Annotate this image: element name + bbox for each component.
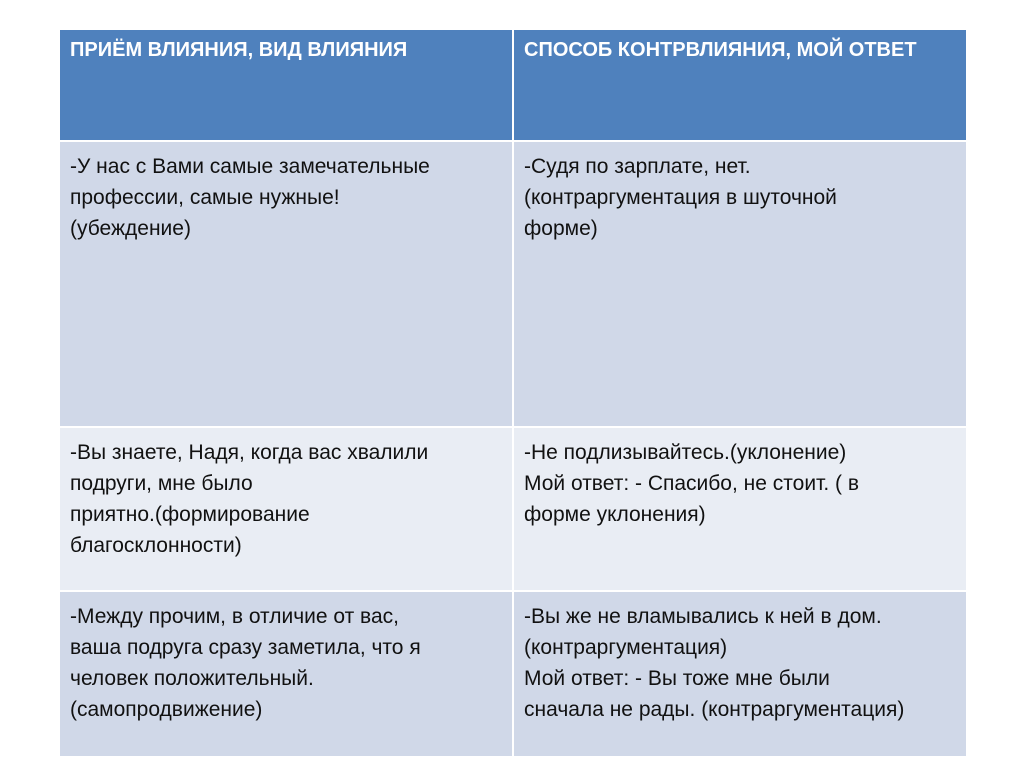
header-response: СПОСОБ КОНТРВЛИЯНИЯ, МОЙ ОТВЕТ — [513, 29, 967, 141]
cell-response: -Вы же не вламывались к ней в дом. (контраргументация) Мой ответ: - Вы тоже мне были сначала не рады. (контраргументация) — [513, 591, 967, 757]
cell-response: -Не подлизывайтесь.(уклонение) Мой ответ: - Спасибо, не стоит. ( в форме уклонения) — [513, 427, 967, 591]
table-row — [59, 427, 967, 591]
table-row — [59, 591, 967, 757]
cell-influence: -У нас с Вами самые замечательные профессии, самые нужные! (убеждение) — [59, 141, 513, 427]
header-influence: ПРИЁМ ВЛИЯНИЯ, ВИД ВЛИЯНИЯ — [59, 29, 513, 141]
influence-table — [58, 28, 968, 758]
table-row — [59, 141, 967, 427]
cell-influence: -Между прочим, в отличие от вас, ваша подруга сразу заметила, что я человек положительный. (самопродвижение) — [59, 591, 513, 757]
table-header-row — [59, 29, 967, 141]
cell-response: -Судя по зарплате, нет. (контраргументация в шуточной форме) — [513, 141, 967, 427]
cell-influence: -Вы знаете, Надя, когда вас хвалили подруги, мне было приятно.(формирование благосклонности) — [59, 427, 513, 591]
